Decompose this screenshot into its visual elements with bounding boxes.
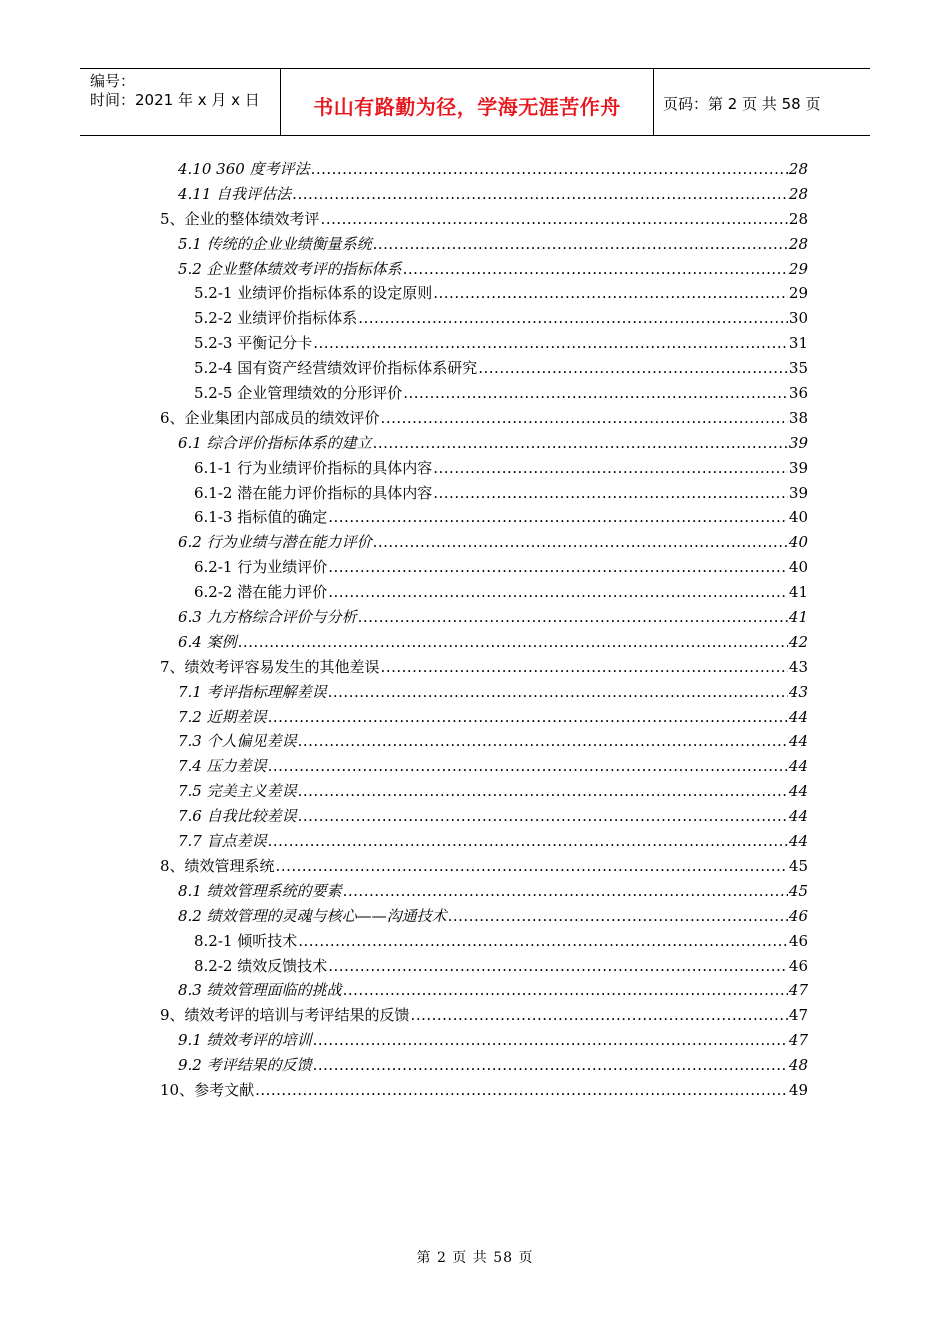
toc-entry[interactable]: [160, 930, 808, 955]
toc-entry[interactable]: [160, 905, 808, 930]
toc-dot-leader: [268, 708, 788, 726]
toc-dot-leader: [292, 185, 788, 203]
toc-dot-leader: [328, 508, 788, 526]
toc-dot-leader: [298, 932, 788, 950]
toc-entry-page: 28: [788, 209, 808, 228]
toc-entry-page: 28: [788, 160, 808, 178]
toc-entry[interactable]: [160, 158, 808, 183]
toc-entry-page: 47: [788, 1031, 808, 1050]
toc-entry-title: 6.2-2 潜在能力评价: [194, 583, 328, 602]
time-label: 时间：2021 年 x 月 x 日: [90, 91, 260, 109]
toc-entry-page: 38: [788, 408, 808, 427]
toc-entry-title: 7.2 近期差误: [178, 707, 267, 726]
toc-entry-page: 43: [788, 682, 808, 701]
toc-entry[interactable]: [160, 955, 808, 980]
toc-entry-title: 6、企业集团内部成员的绩效评价: [160, 408, 380, 427]
toc-dot-leader: [448, 907, 788, 925]
toc-entry[interactable]: [160, 730, 808, 755]
toc-entry-page: 48: [788, 1056, 808, 1075]
toc-entry-page: 46: [788, 956, 808, 975]
toc-entry[interactable]: [160, 556, 808, 581]
toc-entry[interactable]: [160, 606, 808, 631]
toc-entry-page: 44: [788, 732, 808, 751]
toc-entry-page: 36: [788, 384, 808, 403]
toc-entry[interactable]: [160, 880, 808, 905]
toc-dot-leader: [373, 434, 788, 452]
toc-entry-page: 44: [788, 782, 808, 801]
toc-entry-page: 44: [788, 807, 808, 826]
toc-entry-title: 8、绩效管理系统: [160, 856, 275, 875]
toc-entry[interactable]: [160, 1054, 808, 1079]
toc-dot-leader: [381, 658, 788, 676]
toc-entry-title: 8.2-2 绩效反馈技术: [194, 956, 328, 975]
toc-dot-leader: [298, 732, 788, 750]
toc-entry[interactable]: [160, 1079, 808, 1104]
page-footer: 第 2 页 共 58 页: [416, 1250, 534, 1266]
toc-dot-leader: [403, 260, 788, 278]
table-of-contents: [160, 158, 808, 1104]
toc-entry-page: 29: [788, 284, 808, 303]
toc-entry-title: 6.1-3 指标值的确定: [194, 508, 328, 527]
toc-entry-title: 5.2-4 国有资产经营绩效评价指标体系研究: [194, 359, 478, 378]
toc-entry[interactable]: [160, 233, 808, 258]
toc-entry[interactable]: [160, 506, 808, 531]
toc-entry-page: 31: [788, 334, 808, 353]
toc-entry[interactable]: [160, 382, 808, 407]
toc-entry-page: 39: [788, 458, 808, 477]
toc-entry-title: 6.1-2 潜在能力评价指标的具体内容: [194, 483, 433, 502]
toc-entry[interactable]: [160, 681, 808, 706]
toc-entry-title: 4.10 360 度考评法: [178, 160, 310, 178]
toc-entry-page: 41: [788, 608, 808, 627]
toc-entry-page: 28: [788, 234, 808, 253]
toc-entry-title: 7.5 完美主义差误: [178, 782, 297, 801]
toc-entry-title: 7.1 考评指标理解差误: [178, 682, 327, 701]
toc-dot-leader: [313, 1031, 788, 1049]
toc-entry-title: 9、绩效考评的培训与考评结果的反馈: [160, 1006, 410, 1025]
toc-entry[interactable]: [160, 1029, 808, 1054]
header-meta: [80, 69, 281, 135]
toc-entry[interactable]: [160, 755, 808, 780]
toc-entry-page: 28: [788, 184, 808, 203]
toc-entry[interactable]: [160, 357, 808, 382]
toc-entry-title: 5.2-1 业绩评价指标体系的设定原则: [194, 284, 433, 303]
toc-entry-title: 5、企业的整体绩效考评: [160, 209, 320, 228]
toc-entry-page: 40: [788, 558, 808, 577]
toc-dot-leader: [328, 583, 788, 601]
toc-entry-page: 30: [788, 309, 808, 328]
toc-entry-title: 7.6 自我比较差误: [178, 807, 297, 826]
toc-entry[interactable]: [160, 979, 808, 1004]
toc-entry-title: 7、绩效考评容易发生的其他差误: [160, 657, 380, 676]
toc-entry[interactable]: [160, 457, 808, 482]
toc-entry-title: 6.3 九方格综合评价与分析: [178, 608, 357, 627]
toc-entry[interactable]: [160, 258, 808, 283]
toc-entry-title: 5.2-3 平衡记分卡: [194, 334, 313, 353]
toc-dot-leader: [381, 409, 788, 427]
toc-dot-leader: [298, 782, 788, 800]
header-motto: 书山有路勤为径，学海无涯苦作舟: [281, 69, 654, 135]
toc-entry-page: 35: [788, 359, 808, 378]
toc-entry-title: 8.1 绩效管理系统的要素: [178, 881, 342, 900]
toc-entry[interactable]: [160, 183, 808, 208]
toc-dot-leader: [358, 608, 788, 626]
toc-entry-page: 41: [788, 583, 808, 602]
toc-entry-title: 8.2 绩效管理的灵魂与核心——沟通技术: [178, 906, 447, 925]
toc-entry-title: 8.2-1 倾听技术: [194, 931, 298, 950]
toc-entry-page: 39: [788, 433, 808, 452]
toc-entry-title: 10、参考文献: [160, 1080, 255, 1099]
toc-entry[interactable]: [160, 407, 808, 432]
toc-dot-leader: [268, 757, 788, 775]
toc-entry-title: 6.1-1 行为业绩评价指标的具体内容: [194, 458, 433, 477]
toc-dot-leader: [343, 882, 788, 900]
toc-entry-page: 44: [788, 707, 808, 726]
toc-entry-page: 40: [788, 508, 808, 527]
toc-entry-page: 46: [788, 906, 808, 925]
toc-entry[interactable]: [160, 780, 808, 805]
toc-dot-leader: [276, 857, 788, 875]
toc-entry-title: 7.3 个人偏见差误: [178, 732, 297, 751]
toc-entry-title: 6.2-1 行为业绩评价: [194, 558, 328, 577]
toc-entry-title: 9.2 考评结果的反馈: [178, 1056, 312, 1075]
toc-dot-leader: [268, 832, 788, 850]
toc-entry-title: 5.2-5 企业管理绩效的分形评价: [194, 384, 403, 403]
toc-entry[interactable]: [160, 208, 808, 233]
code-label: 编号：: [90, 72, 136, 90]
toc-entry-title: 5.2 企业整体绩效考评的指标体系: [178, 259, 402, 278]
toc-entry-title: 6.2 行为业绩与潜在能力评价: [178, 533, 372, 552]
toc-entry-title: 8.3 绩效管理面临的挑战: [178, 981, 342, 1000]
toc-dot-leader: [411, 1006, 788, 1024]
toc-entry-page: 47: [788, 1006, 808, 1025]
toc-entry-page: 43: [788, 657, 808, 676]
toc-entry[interactable]: [160, 706, 808, 731]
page-header: [80, 68, 870, 136]
toc-dot-leader: [321, 210, 788, 228]
toc-entry[interactable]: [160, 1004, 808, 1029]
toc-dot-leader: [358, 309, 788, 327]
toc-dot-leader: [373, 235, 788, 253]
toc-entry[interactable]: [160, 432, 808, 457]
toc-dot-leader: [298, 807, 788, 825]
toc-dot-leader: [343, 981, 788, 999]
toc-entry-title: 7.7 盲点差误: [178, 832, 267, 851]
toc-entry-title: 7.4 压力差误: [178, 757, 267, 776]
toc-entry-page: 45: [788, 881, 808, 900]
toc-entry[interactable]: [160, 581, 808, 606]
toc-entry-page: 39: [788, 483, 808, 502]
toc-entry[interactable]: [160, 830, 808, 855]
toc-dot-leader: [311, 160, 788, 178]
toc-entry[interactable]: [160, 482, 808, 507]
toc-entry[interactable]: [160, 282, 808, 307]
toc-entry-title: 6.1 综合评价指标体系的建立: [178, 433, 372, 452]
toc-entry[interactable]: [160, 531, 808, 556]
header-page-info: 页码：第 2 页 共 58 页: [663, 94, 821, 113]
toc-entry-title: 5.1 传统的企业业绩衡量系统: [178, 234, 372, 253]
toc-entry-page: 46: [788, 931, 808, 950]
toc-dot-leader: [478, 359, 788, 377]
toc-entry[interactable]: [160, 307, 808, 332]
toc-dot-leader: [433, 459, 788, 477]
toc-dot-leader: [255, 1081, 788, 1099]
toc-entry[interactable]: [160, 805, 808, 830]
toc-entry-page: 40: [788, 533, 808, 552]
toc-entry-page: 45: [788, 856, 808, 875]
toc-entry-title: 6.4 案例: [178, 632, 237, 651]
toc-entry[interactable]: [160, 631, 808, 656]
toc-entry[interactable]: [160, 332, 808, 357]
toc-entry[interactable]: [160, 656, 808, 681]
toc-entry-page: 42: [788, 632, 808, 651]
toc-dot-leader: [328, 683, 788, 701]
toc-dot-leader: [328, 957, 788, 975]
toc-dot-leader: [433, 284, 788, 302]
toc-dot-leader: [313, 334, 788, 352]
toc-entry[interactable]: [160, 855, 808, 880]
toc-entry-page: 29: [788, 259, 808, 278]
toc-dot-leader: [328, 558, 788, 576]
toc-entry-title: 9.1 绩效考评的培训: [178, 1031, 312, 1050]
toc-dot-leader: [373, 533, 788, 551]
toc-dot-leader: [403, 384, 788, 402]
toc-dot-leader: [313, 1056, 788, 1074]
toc-entry-page: 47: [788, 981, 808, 1000]
toc-dot-leader: [238, 633, 788, 651]
toc-dot-leader: [433, 484, 788, 502]
toc-entry-page: 49: [788, 1080, 808, 1099]
toc-entry-page: 44: [788, 832, 808, 851]
toc-entry-title: 4.11 自我评估法: [178, 184, 292, 203]
toc-entry-page: 44: [788, 757, 808, 776]
toc-entry-title: 5.2-2 业绩评价指标体系: [194, 309, 358, 328]
